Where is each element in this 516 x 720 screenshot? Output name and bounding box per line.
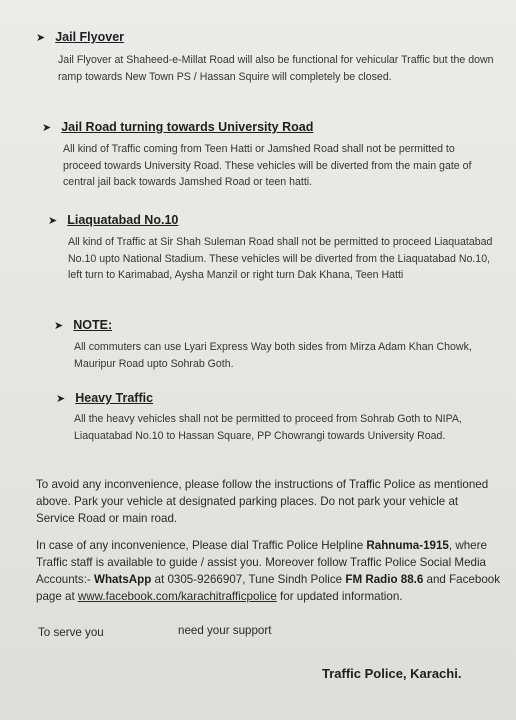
arrow-bullet-icon: ➤ xyxy=(54,319,64,332)
arrow-bullet-icon: ➤ xyxy=(42,121,52,134)
section-body: All kind of Traffic coming from Teen Hatti or Jamshed Road shall not be permitted to proceed towards University Road. These vehicles will be diverted from the main gate of central jail back towards Jamshed Road or teen hatti. xyxy=(63,143,472,188)
section-heading-jail-road xyxy=(42,120,313,134)
helpline-text: at 0305-9266907, Tune Sindh Police xyxy=(151,573,346,586)
helpline-text: , where Traffic staff is available to guide / assist you. Moreover follow Traffic Police Social Media Accounts:- xyxy=(36,539,487,586)
section-title: NOTE: xyxy=(73,318,113,332)
section-title: Jail Road turning towards University Road xyxy=(61,120,314,134)
signoff-right: need your support xyxy=(178,624,272,637)
section-heading-liaquatabad xyxy=(48,213,178,227)
instructions-paragraph: To avoid any inconvenience, please follow the instructions of Traffic Police as mentioned above. Park your vehicle at designated parking places. Do not park your vehicle at Service Road or main road. xyxy=(36,478,489,525)
section-heading-jail-flyover xyxy=(36,30,124,44)
section-title: Liaquatabad No.10 xyxy=(67,213,179,227)
section-body: All commuters can use Lyari Express Way both sides from Mirza Adam Khan Chowk, Mauripur Road upto Sohrab Goth. xyxy=(74,341,472,370)
helpline-paragraph xyxy=(36,537,500,605)
facebook-link[interactable]: www.facebook.com/karachitrafficpolice xyxy=(77,590,277,603)
section-heading-note xyxy=(54,318,112,332)
whatsapp-label: WhatsApp xyxy=(94,573,152,586)
section-title: Jail Flyover xyxy=(55,30,125,44)
section-heading-heavy-traffic xyxy=(56,391,153,405)
helpline-text: and Facebook page at xyxy=(36,573,501,603)
section-body: Jail Flyover at Shaheed-e-Millat Road will also be functional for vehicular Traffic but the down ramp towards New Town PS / Hassan Squire will completely be closed. xyxy=(58,54,494,83)
section-title: Heavy Traffic xyxy=(75,391,154,405)
helpline-text: for updated information. xyxy=(276,590,403,603)
helpline-text: In case of any inconvenience, Please dial Traffic Police Helpline xyxy=(36,539,367,552)
helpline-number: Rahnuma-1915 xyxy=(366,539,449,552)
fm-radio-label: FM Radio 88.6 xyxy=(345,573,424,586)
arrow-bullet-icon: ➤ xyxy=(48,214,58,227)
section-body: All kind of Traffic at Sir Shah Suleman Road shall not be permitted to proceed Liaquatabad No.10 upto National Stadium. These vehicles will be diverted from the Liaquatabad No.10, left turn to Karimabad, Aysha Manzil or right turn Dak Khana, Teen Hatti xyxy=(68,236,493,281)
section-body: All the heavy vehicles shall not be permitted to proceed from Sohrab Goth to NIPA, Liaquatabad No.10 to Hassan Square, PP Chowrangi towards University Road. xyxy=(74,413,462,442)
signature: Traffic Police, Karachi. xyxy=(322,666,462,681)
arrow-bullet-icon: ➤ xyxy=(36,31,46,44)
arrow-bullet-icon: ➤ xyxy=(56,392,66,405)
signoff-left: To serve you xyxy=(38,626,104,639)
